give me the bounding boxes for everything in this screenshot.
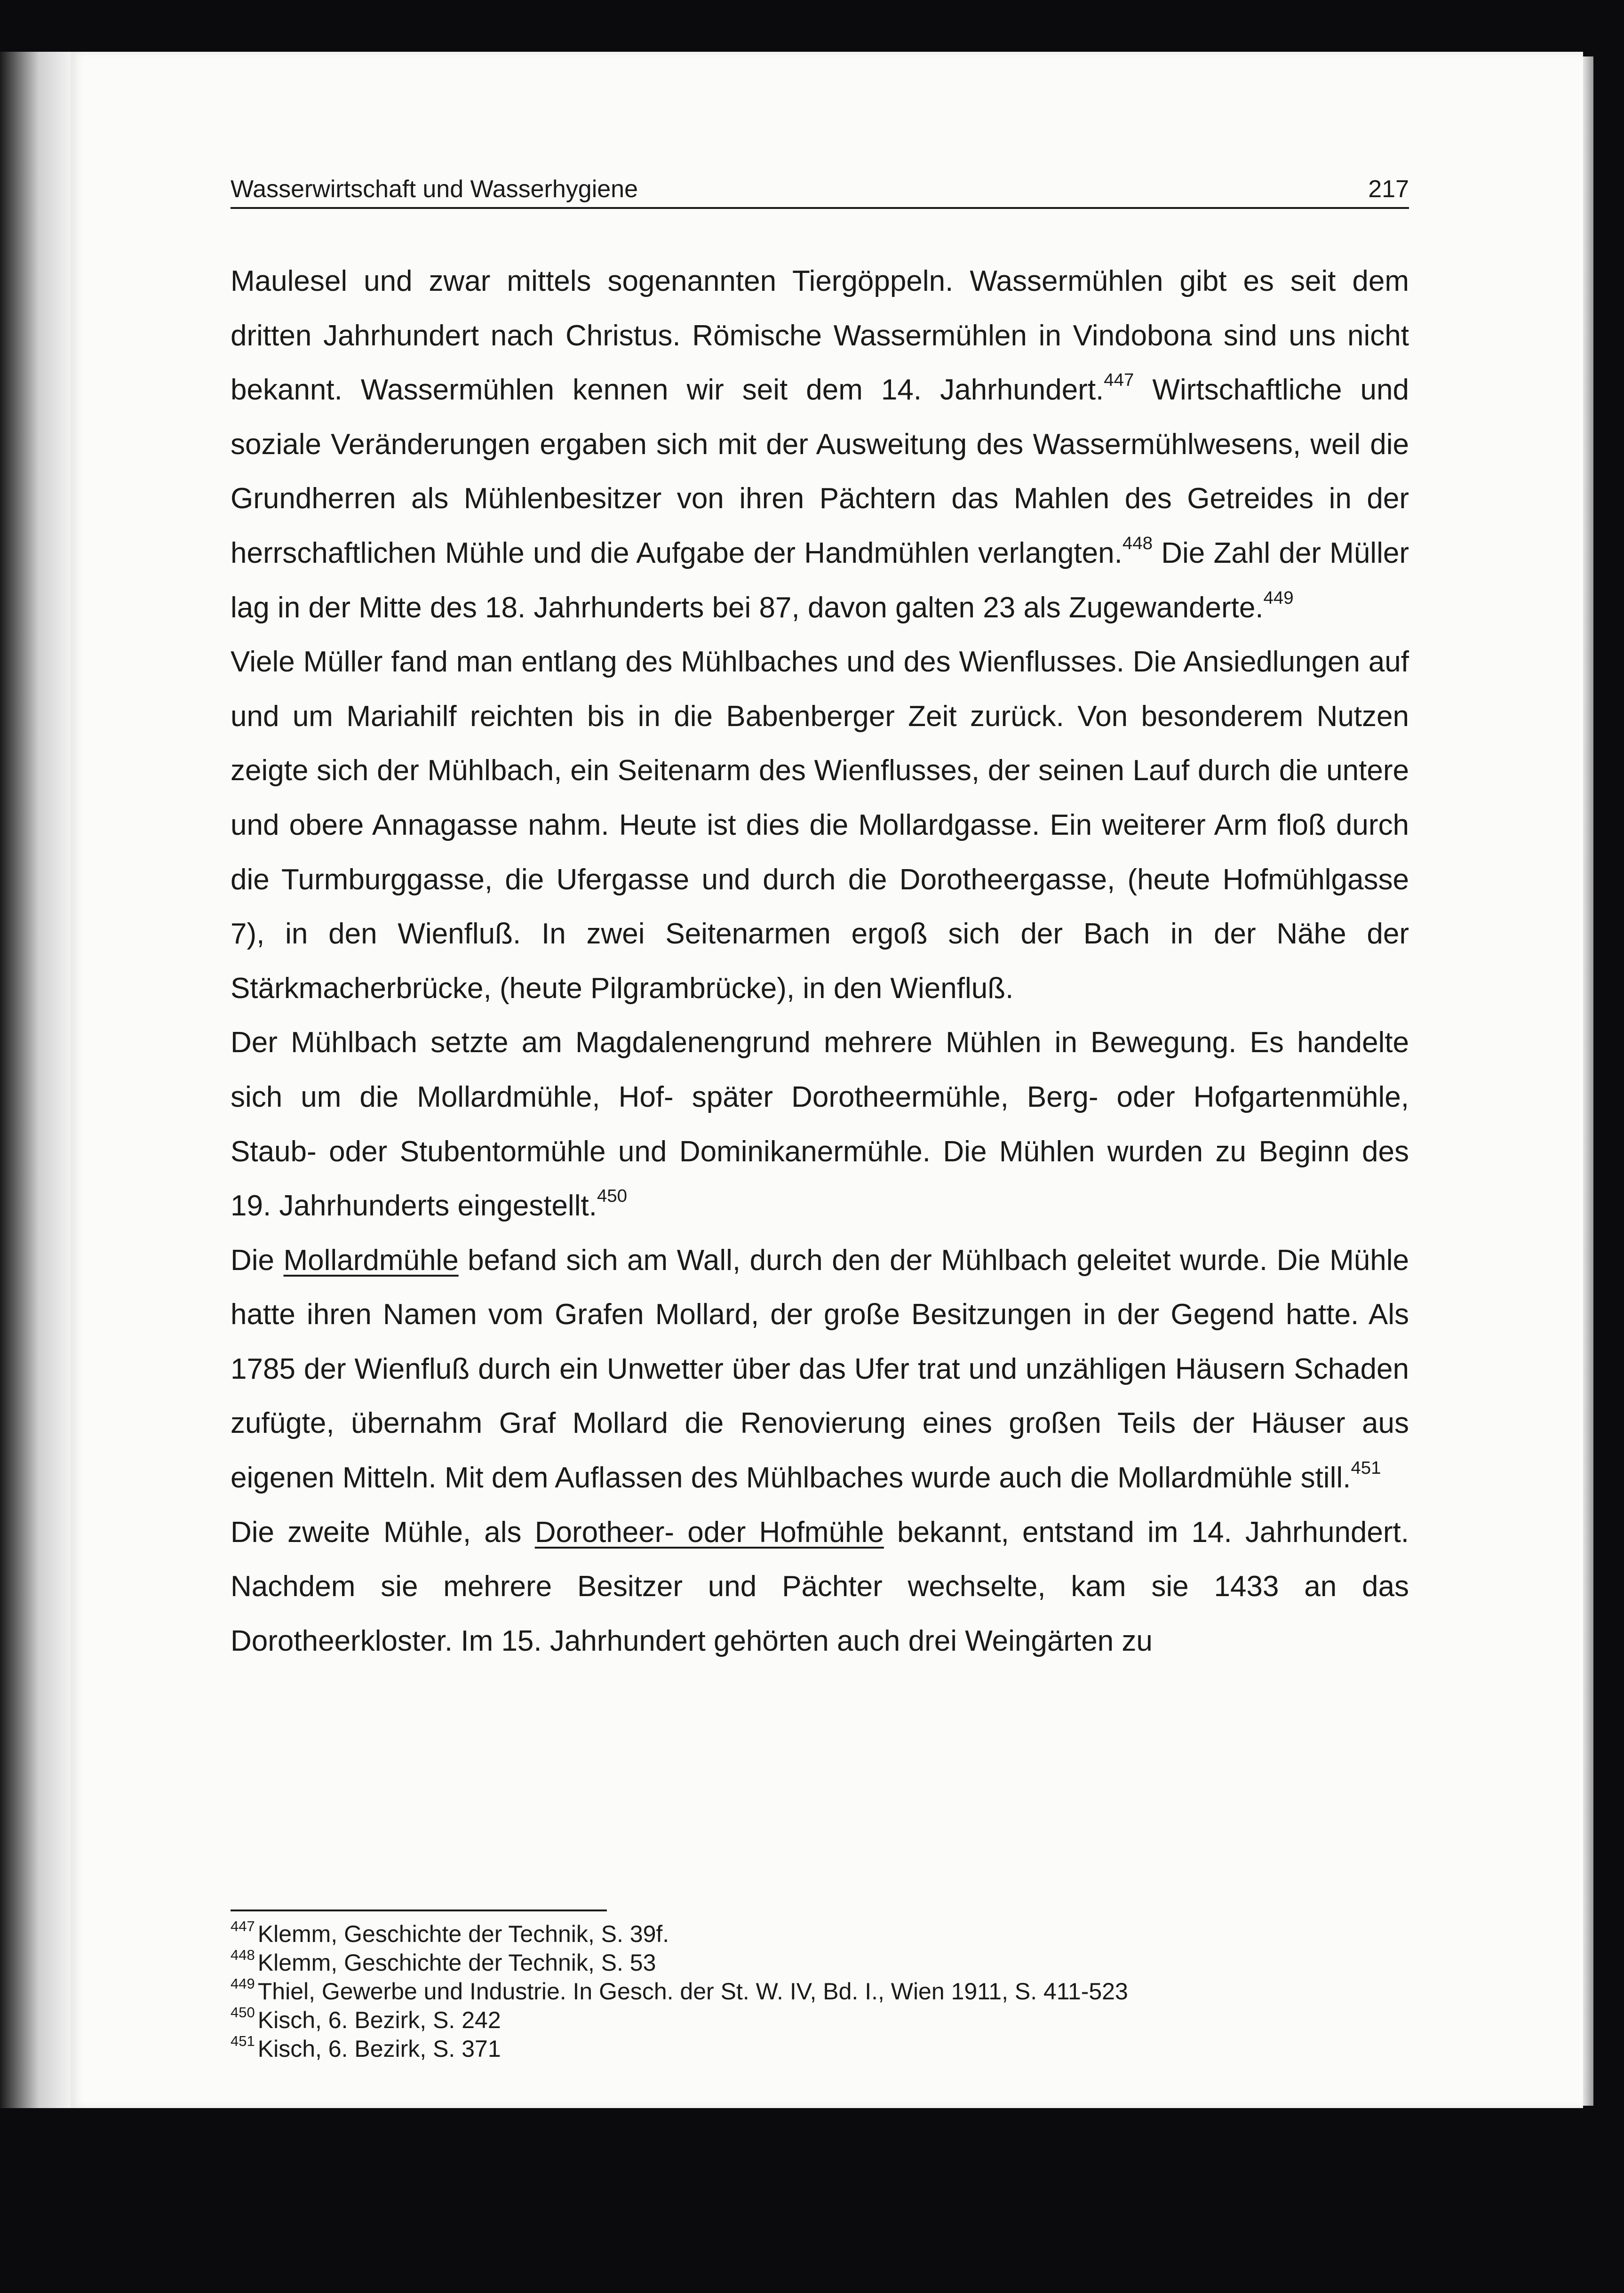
paragraph-2: [231, 635, 1409, 1015]
footnote: [231, 1977, 1409, 2006]
page-edge: [1583, 56, 1593, 2106]
footnote-ref: 448: [1122, 533, 1153, 554]
underlined-term: Mollardmühle: [283, 1244, 459, 1277]
paragraph-text: bekannt, entstand im 14. Jahrhundert. Nachdem sie mehrere Besitzer und Pächter wechselte, kam sie 1433 an das Dorotheerkloster. Im 15. Jahrhundert gehörten auch drei Weingärten zu: [231, 1516, 1409, 1657]
footnote-ref: 447: [1104, 370, 1134, 391]
paragraph-text: Die: [231, 1244, 284, 1277]
running-header: [231, 174, 1409, 209]
footnote-ref: 450: [597, 1186, 628, 1206]
paragraph-3: [231, 1015, 1409, 1233]
footnote: [231, 2032, 1409, 2063]
footnote-ref: 451: [1351, 1458, 1381, 1478]
footnote-number: 448: [231, 1946, 255, 1963]
footnote: [231, 1917, 1409, 1949]
footnote-number: 449: [231, 1975, 255, 1992]
footnotes: [231, 1917, 1409, 2063]
footnote: [231, 1946, 1409, 1977]
page-number: 217: [1368, 176, 1409, 203]
paragraph-text: Die zweite Mühle, als: [231, 1516, 535, 1549]
paragraph-5: [231, 1505, 1409, 1669]
paragraph-text: befand sich am Wall, durch den der Mühlbach geleitet wurde. Die Mühle hatte ihren Namen vom Grafen Mollard, der große Besitzungen in der Gegend hatte. Als 1785 der Wienfluß durch ein Unwetter über das Ufer trat und unzähligen Häusern Schaden zufügte, übernahm Graf Mollard die Renovierung eines großen Teils der Häuser aus eigenen Mitteln. Mit dem Auflassen des Mühlbaches wurde auch die Mollardmühle still.: [231, 1244, 1409, 1494]
footnote-text: Kisch, 6. Bezirk, S. 371: [257, 2036, 501, 2062]
paragraph-text: Der Mühlbach setzte am Magdalenengrund mehrere Mühlen in Bewegung. Es handelte sich um die Mollardmühle, Hof- später Dorotheermühle, Berg- oder Hofgartenmühle, Staub- oder Stubentormühle und Dominikanermühle. Die Mühlen wurden zu Beginn des 19. Jahrhunderts eingestellt.: [231, 1026, 1409, 1222]
paragraph-text: Wirtschaftliche und soziale Veränderungen ergaben sich mit der Ausweitung des Wassermühlwesens, weil die Grundherren als Mühlenbesitzer von ihren Pächtern das Mahlen des Getreides in der herrschaftlichen Mühle und die Aufgabe der Handmühlen verlangten.: [231, 374, 1409, 569]
footnote-separator: [231, 1910, 607, 1911]
paragraph-1: [231, 254, 1409, 635]
paragraph-text: Viele Müller fand man entlang des Mühlbaches und des Wienflusses. Die Ansiedlungen auf und um Mariahilf reichten bis in die Babenberger Zeit zurück. Von besonderem Nutzen zeigte sich der Mühlbach, ein Seitenarm des Wienflusses, der seinen Lauf durch die untere und obere Annagasse nahm. Heute ist dies die Mollardgasse. Ein weiterer Arm floß durch die Turmburggasse, die Ufergasse und durch die Dorotheergasse, (heute Hofmühlgasse 7), in den Wienfluß. In zwei Seitenarmen ergoß sich der Bach in der Nähe der Stärkmacherbrücke, (heute Pilgrambrücke), in den Wienfluß.: [231, 646, 1409, 1005]
footnote-number: 450: [231, 2004, 255, 2021]
footnote-number: 451: [231, 2032, 255, 2049]
footnote-text: Klemm, Geschichte der Technik, S. 39f.: [257, 1921, 669, 1947]
body-text: [231, 254, 1409, 1668]
book-spine-edge: [0, 52, 71, 2108]
footnote-text: Klemm, Geschichte der Technik, S. 53: [257, 1949, 656, 1976]
paragraph-4: [231, 1233, 1409, 1505]
underlined-term: Dorotheer- oder Hofmühle: [534, 1516, 884, 1549]
running-title: Wasserwirtschaft und Wasserhygiene: [231, 176, 638, 203]
footnote-text: Thiel, Gewerbe und Industrie. In Gesch. der St. W. IV, Bd. I., Wien 1911, S. 411-523: [257, 1978, 1128, 2005]
footnote-text: Kisch, 6. Bezirk, S. 242: [257, 2007, 501, 2033]
paragraph-text: Die Zahl der Müller lag in der Mitte des 18. Jahrhunderts bei 87, davon galten 23 als Zugewanderte.: [231, 536, 1409, 624]
footnote: [231, 2006, 1409, 2035]
paragraph-text: Maulesel und zwar mittels sogenannten Tiergöppeln. Wassermühlen gibt es seit dem dritten Jahrhundert nach Christus. Römische Wassermühlen in Vindobona sind uns nicht bekannt. Wassermühlen kennen wir seit dem 14. Jahrhundert.: [231, 265, 1409, 407]
footnote-ref: 449: [1263, 587, 1294, 608]
footnote-number: 447: [231, 1917, 255, 1934]
